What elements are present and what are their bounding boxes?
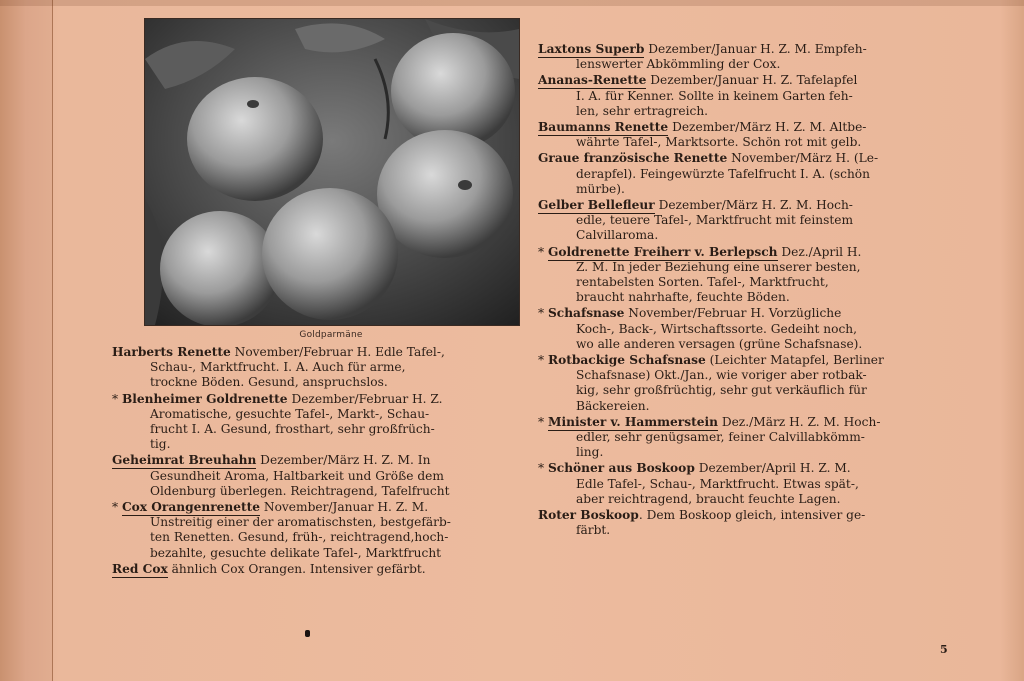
entry-text: Schau-, Marktfrucht. I. A. Auch für arme, bbox=[150, 360, 406, 375]
variety-name: Harberts Renette bbox=[112, 345, 231, 359]
entry-text: Dezember/Januar H. Z. Tafelapfel bbox=[646, 73, 858, 88]
ink-mark bbox=[305, 630, 310, 637]
entry-text: November/Februar H. Edle Tafel-, bbox=[230, 345, 445, 359]
page-number: 5 bbox=[940, 643, 948, 656]
entry-text: Aromatische, gesuchte Tafel-, Markt-, Schau- bbox=[150, 406, 430, 421]
variety-entry bbox=[538, 245, 946, 306]
entry-text: Unstreitig einer der aromatischsten, bestgefärb- bbox=[150, 515, 451, 530]
entry-text: Dezember/Januar H. Z. M. Empfeh- bbox=[644, 42, 867, 56]
variety-entry bbox=[538, 508, 946, 538]
entry-text: Dez./März H. Z. M. Hoch- bbox=[717, 414, 881, 429]
variety-name: Schöner aus Boskoop bbox=[547, 461, 695, 476]
variety-entry bbox=[112, 392, 518, 453]
variety-entry bbox=[538, 461, 946, 507]
entry-text: November/Februar H. Vorzügliche bbox=[624, 306, 842, 321]
apple-photo bbox=[144, 18, 520, 326]
entry-text: rentabelsten Sorten. Tafel-, Marktfrucht, bbox=[576, 275, 829, 290]
entry-text: färbt. bbox=[576, 523, 611, 538]
entry-text: edle, teuere Tafel-, Marktfrucht mit feinstem bbox=[576, 213, 853, 228]
page-shadow bbox=[0, 0, 1024, 6]
variety-name: Red Cox bbox=[112, 561, 168, 576]
entry-text: Dezember/März H. Z. M. Hoch- bbox=[654, 198, 853, 213]
entry-star: * bbox=[538, 306, 548, 321]
variety-entry bbox=[112, 453, 518, 499]
variety-name: Geheimrat Breuhahn bbox=[112, 453, 257, 468]
variety-name: Minister v. Hammerstein bbox=[547, 414, 718, 429]
variety-entry bbox=[538, 306, 946, 352]
variety-entry bbox=[538, 415, 946, 461]
entry-text: aber reichtragend, braucht feuchte Lagen. bbox=[576, 491, 841, 506]
entry-text: Calvillaroma. bbox=[576, 228, 659, 243]
entry-text: währte Tafel-, Marktsorte. Schön rot mit gelb. bbox=[576, 135, 862, 150]
entry-star: * bbox=[538, 414, 548, 429]
left-column bbox=[112, 345, 518, 578]
variety-name: Graue französische Renette bbox=[538, 151, 728, 166]
entry-text: wo alle anderen versagen (grüne Schafsnase). bbox=[576, 336, 863, 351]
entry-star: * bbox=[538, 461, 548, 476]
entry-text: lenswerter Abkömmling der Cox. bbox=[576, 57, 781, 72]
variety-name: Ananas-Renette bbox=[538, 73, 647, 88]
entry-text: . Dem Boskoop gleich, intensiver ge- bbox=[638, 508, 866, 523]
entry-text: Dez./April H. bbox=[777, 244, 862, 259]
variety-name: Blenheimer Goldrenette bbox=[121, 391, 288, 406]
variety-entry bbox=[538, 73, 946, 119]
entry-text: Bäckereien. bbox=[576, 398, 650, 413]
entry-text: edler, sehr genügsamer, feiner Calvillabkömm- bbox=[576, 430, 865, 445]
variety-name: Baumanns Renette bbox=[538, 120, 669, 135]
entry-text: Schafsnase) Okt./Jan., wie voriger aber rotbak- bbox=[576, 368, 867, 383]
entry-text: derapfel). Feingewürzte Tafelfrucht I. A. (schön bbox=[576, 166, 870, 181]
variety-entry bbox=[112, 562, 518, 577]
entry-text: I. A. für Kenner. Sollte in keinem Garten feh- bbox=[576, 88, 853, 103]
entry-text: November/März H. (Le- bbox=[727, 151, 879, 166]
variety-entry bbox=[538, 42, 946, 72]
entry-text: Z. M. In jeder Beziehung eine unserer besten, bbox=[576, 259, 861, 274]
entry-star: * bbox=[112, 500, 122, 515]
entry-text: ling. bbox=[576, 445, 604, 460]
apple-photo-illustration bbox=[145, 19, 519, 325]
entry-text: kig, sehr großfrüchtig, sehr gut verkäuflich für bbox=[576, 383, 867, 398]
variety-name: Cox Orangenrenette bbox=[121, 500, 261, 515]
entry-star: * bbox=[112, 391, 122, 406]
variety-name: Laxtons Superb bbox=[538, 42, 645, 56]
variety-name: Roter Boskoop bbox=[538, 508, 639, 523]
entry-text: Dezember/April H. Z. M. bbox=[694, 461, 851, 476]
entry-text: (Leichter Matapfel, Berliner bbox=[705, 353, 884, 368]
book-binding bbox=[0, 0, 53, 681]
entry-text: Gesundheit Aroma, Haltbarkeit und Größe dem bbox=[150, 468, 444, 483]
variety-name: Rotbackige Schafsnase bbox=[547, 353, 706, 368]
photo-caption: Goldparmäne bbox=[299, 330, 363, 340]
entry-text: ähnlich Cox Orangen. Intensiver gefärbt. bbox=[167, 561, 426, 576]
variety-name: Gelber Bellefleur bbox=[538, 198, 655, 213]
variety-name: Schafsnase bbox=[547, 306, 625, 321]
variety-entry bbox=[538, 198, 946, 244]
variety-entry bbox=[538, 120, 946, 150]
entry-text: braucht nahrhafte, feuchte Böden. bbox=[576, 290, 790, 305]
entry-text: frucht I. A. Gesund, frosthart, sehr großfrüch- bbox=[150, 422, 435, 437]
entry-text: tig. bbox=[150, 437, 171, 452]
entry-text: Koch-, Back-, Wirtschaftssorte. Gedeiht noch, bbox=[576, 321, 858, 336]
entry-text: Edle Tafel-, Schau-, Marktfrucht. Etwas spät-, bbox=[576, 476, 859, 491]
variety-name: Goldrenette Freiherr v. Berlepsch bbox=[547, 244, 778, 259]
entry-text: ten Renetten. Gesund, früh-, reichtragend,hoch- bbox=[150, 530, 449, 545]
entry-text: mürbe). bbox=[576, 181, 625, 196]
entry-star: * bbox=[538, 244, 548, 259]
entry-text: len, sehr ertragreich. bbox=[576, 103, 709, 118]
entry-text: Dezember/März H. Z. M. Altbe- bbox=[668, 120, 867, 135]
entry-text: bezahlte, gesuchte delikate Tafel-, Marktfrucht bbox=[150, 545, 442, 560]
entry-text: Dezember/Februar H. Z. bbox=[287, 391, 443, 406]
right-column bbox=[538, 42, 946, 540]
variety-entry bbox=[538, 151, 946, 197]
entry-text: trockne Böden. Gesund, anspruchslos. bbox=[150, 375, 388, 390]
variety-entry bbox=[538, 353, 946, 414]
entry-star: * bbox=[538, 353, 548, 368]
entry-text: November/Januar H. Z. M. bbox=[260, 500, 429, 515]
entry-text: Oldenburg überlegen. Reichtragend, Tafelfrucht bbox=[150, 483, 450, 498]
variety-entry bbox=[112, 500, 518, 561]
variety-entry bbox=[112, 345, 518, 391]
entry-text: Dezember/März H. Z. M. In bbox=[256, 453, 431, 468]
